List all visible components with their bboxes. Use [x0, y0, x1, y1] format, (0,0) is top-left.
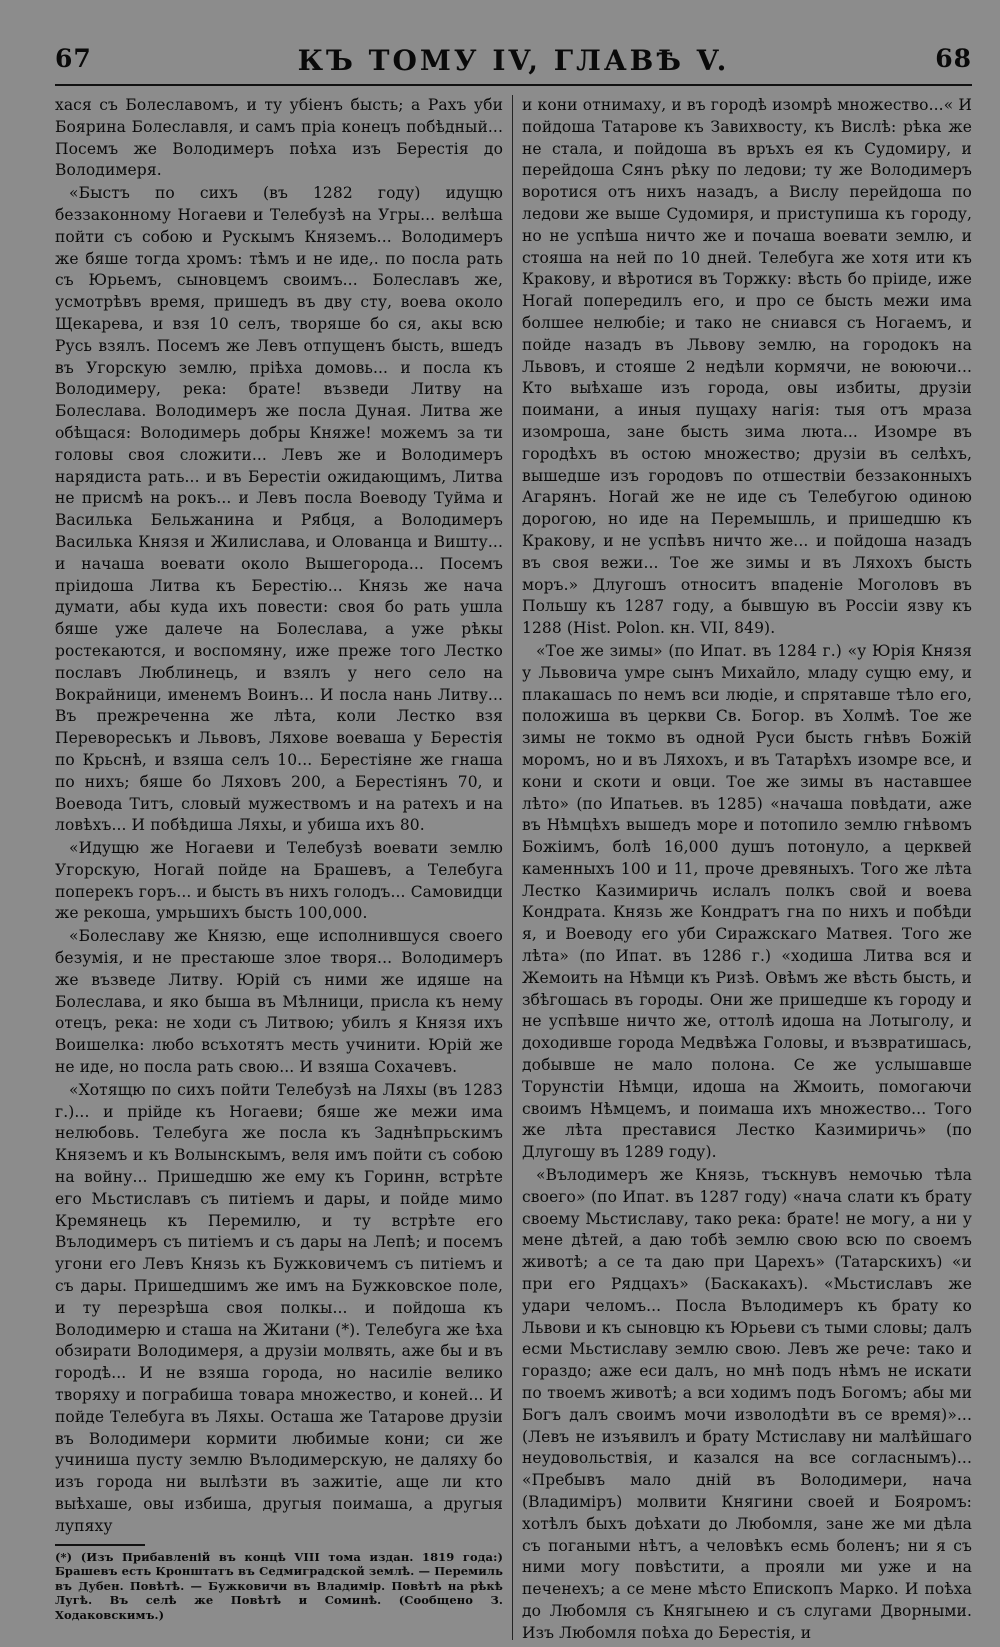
paragraph: и кони отнимаху, и въ городѣ изомрѣ множество...« И пойдоша Татарове къ Завихвосту, къ Вислѣ: рѣка же не стала, и пойдоша въ връхъ ея къ Судомиру, и перейдоша Сянъ рѣку по ледови; ту же Володимеръ воротися отъ нихъ назадъ, а Вислу перейдоша по ледови же выше Судомиря, и приступиша къ городу, но не успѣша ничто же и почаша воевати землю, и стояша на ней по 10 дней. Телебуга же хотя ити къ Кракову, и вѣротися въ Торжку: вѣсть бо пріиде, иже Ногай попередилъ его, и про се бысть межи има болшее нелюбіе; и тако не сниався съ Ногаемъ, и пойде назадъ въ Львову землю, на городокъ на Львовъ, и стояше 2 недѣли кормячи, не воюючи... Кто выѣхаше изъ города, овы избиты, друзіи поимани, а иныя пущаху нагія: тыя отъ мраза изомроша, зане бысть зима люта... Изомре въ городѣхъ въ остою множество; друзіи въ селѣхъ, вышедше изъ городовъ по отшествіи беззаконныхъ Агарянъ. Ногай же не иде съ Телебугою одиною дорогою, но иде на Перемышль, и пришедшю къ Кракову, и не успѣвъ ничто же... и пойдоша назадъ въ своя вежи... Тое же зимы и въ Ляхохъ бысть моръ.» Длугошъ относитъ впаденіе Моголовъ въ Польшу къ 1287 году, а бывшую въ Россіи язву къ 1288 (Hist. Polon. кн. VII, 849).: [522, 96, 972, 638]
page-header: [55, 44, 972, 86]
running-title: КЪ ТОМУ IV, ГЛАВѢ V.: [297, 44, 730, 77]
paragraph: «Идущю же Ногаеви и Телебузѣ воевати землю Угорскую, Ногай пойде на Брашевъ, а Телебуга поперекъ горъ... и бысть въ нихъ голодъ... Самовидци же рекоша, умрьшихъ бысть 100,000.: [55, 839, 503, 923]
footnote-rule: [55, 1544, 145, 1546]
paragraph: хася съ Болеславомъ, и ту убіенъ бысть; а Рахъ уби Боярина Болеславля, и самъ пріа конецъ побѣдный... Посемъ же Володимеръ поѣха изъ Берестія до Володимеря.: [55, 96, 503, 180]
paragraph: «Хотящю по сихъ пойти Телебузѣ на Ляхы (въ 1283 г.)... и прійде къ Ногаеви; бяше же межи има нелюбовь. Телебуга же посла къ Заднѣпрьскимъ Княземъ и къ Волынскымъ, веля имъ пойти съ собою на войну... Пришедшю же ему къ Горинн, встрѣте его Мьстиславъ съ питіемъ и дары, и пойде мимо Кремянець къ Перемилю, и ту встрѣте его Вълодимеръ съ питіемъ и съ дары на Лепѣ; и посемъ угони его Левъ Князь къ Бужковичемъ съ питіемъ и съ дары. Пришедшимъ же имъ на Бужковское поле, и ту перезрѣша своя полкы... и пойдоша къ Володимерю и сташа на Житани (*). Телебуга же ѣха обзирати Володимеря, а друзіи молвять, аже бы и въ городѣ... И не взяша города, но насиліе велико творяху и пограбиша товара множество, и коней... И пойде Телебуга въ Ляхы. Осташа же Татарове друзіи въ Володимери кормити любимые кони; си же учиниша пусту землю Вълодимерскую, не даляху бо изъ города ни вылѣзти въ зажитіе, аще ли кто выѣхаше, овы избиша, другыя поимаша, а другыя лупяху: [55, 1080, 503, 1535]
page-number-right: 68: [935, 44, 972, 73]
paragraph: «Тое же зимы» (по Ипат. въ 1284 г.) «у Юрія Князя у Львовича умре сынъ Михайло, младу сущю ему, и плакашась по немъ вси людіе, и спрятавше тѣло его, положиша въ церкви Св. Богор. въ Холмѣ. Тое же зимы не токмо въ одной Руси бысть гнѣвъ Божій моромъ, но и въ Ляхохъ, и въ Татарѣхъ изомре все, и кони и скоти и овци. Тое же зимы въ наставшее лѣто» (по Ипатьев. въ 1285) «начаша повѣдати, аже въ Нѣмцѣхъ вышедъ море и потопило землю гнѣвомъ Божіимъ, болѣ 16,000 душъ потонуло, а церквей каменныхъ 100 и 11, проче древяныхъ. Того же лѣта Лестко Казимиричь ислалъ полкъ свой и воева Кондрата. Князь же Кондратъ гна по нихъ и побѣди я, и Воеводу его уби Сиражскаго Матвея. Того же лѣта» (по Ипат. въ 1286 г.) «ходиша Литва вся и Жемоить на Нѣмци къ Ризѣ. Овѣмъ же вѣсть бысть, и збѣгошась въ городы. Они же пришедше къ городу и не успѣвше ничто же, оттолѣ идоша на Лотыголу, и доходивше города Медвѣжа Головы, и възвратишась, добывше не мало полона. Се же услышавше Торунстіи Нѣмци, идоша на Жмоить, помогаючи своимъ Нѣмцемъ, и поимаша ихъ множество... Того же лѣта преставися Лестко Казимиричь» (по Длугошу въ 1289 году).: [522, 641, 972, 1162]
footnote: (*) (Изъ Прибавленій въ концѣ VIII тома издан. 1819 года:) Брашевъ есть Кронштатъ въ Седмиградской землѣ. — Перемиль въ Дубен. Повѣтѣ. — Бужковичи въ Владимір. Повѣтѣ на рѣкѣ Лугѣ. Въ селѣ же Повѣтѣ и Соминѣ. (Сообщено З. Ходаковскимъ.): [55, 1549, 503, 1622]
left-column: [55, 95, 503, 1640]
right-column: [522, 95, 972, 1640]
paragraph: «Вълодимеръ же Князь, тъскнувъ немочью тѣла своего» (по Ипат. въ 1287 году) «нача слати къ брату своему Мьстиславу, тако река: брате! не могу, а ни у мене дѣтей, а даю тобѣ землю свою всю по своемъ животѣ; а се та даю при Царехъ» (Татарскихъ) «и при его Рядцахъ» (Баскакахъ). «Мьстиславъ же удари челомъ... Посла Вълодимеръ къ брату ко Львови и къ сыновцю къ Юрьеви съ тыми словы; далъ есми Мьстиславу землю свою. Левъ же рече: тако и гораздо; аже еси далъ, но мнѣ подъ нѣмъ не искати по твоемъ животѣ; а вси ходимъ подъ Богомъ; абы ми Богъ далъ своимъ мочи изволодѣти въ се время)»... (Левъ не изъявилъ и брату Мстиславу ни малѣйшаго неудовольствія, и казался на все согласнымъ)... «Пребывъ мало дній въ Володимери, нача (Владиміръ) молвити Княгини своей и Бояромъ: хотѣлъ быхъ доѣхати до Любомля, зане же ми дѣла съ погаными нѣтъ, а человѣкъ есмь боленъ; ни я съ ними могу повѣстити, а прояли ми уже и на печенехъ; а се мене мѣсто Епископъ Марко. И поѣха до Любомля съ Княгынею и съ слугами Дворными. Изъ Любомля поѣха до Берестія, и: [522, 1166, 972, 1640]
paragraph: «Быстъ по сихъ (въ 1282 году) идущю беззаконному Ногаеви и Телебузѣ на Угры... велѣша пойти съ собою и Рускымъ Княземъ... Володимеръ же бяше тогда хромъ: тѣмъ и не иде,. по посла рать съ Юрьемъ, сыновцемъ своимъ... Болеславъ же, усмотрѣвъ время, пришедъ въ дву сту, воева около Щекарева, и взя 10 селъ, творяше бо ся, акы всю Русь взялъ. Посемъ же Левъ отпущенъ бысть, вшедъ въ Угорскую землю, пріѣха домовь... и посла къ Володимеру, река: брате! възведи Литву на Болеслава. Володимеръ же посла Дуная. Литва же обѣщася: Володимерь добры Княже! можемъ за ти головы своя сложити... Левъ же и Володимеръ нарядиста рать... и въ Берестіи ожидающимъ, Литва не присмѣ на рокъ... и Левъ посла Воеводу Туйма и Василька Бельжанина и Рябця, а Володимеръ Василька Князя и Жилислава, и Олованца и Вишту... и начаша воевати около Вышегорода... Посемъ пріидоша Литва къ Берестію... Князь же нача думати, абы куда ихъ повести: своя бо рать ушла бяше уже далече на Болеслава, а уже рѣкы ростекаются, и воспомяну, иже преже того Лестко пославъ Люблинець, и взялъ у него село на Вокрайници, именемъ Воинъ... И посла нань Литву... Въ прежреченна же лѣта, коли Лестко взя Перевореськъ и Львовъ, Ляхове воеваша у Берестія по Крьснѣ, и взяша селъ 10... Берестіяне же гнаша по нихъ; бяше бо Ляховъ 200, а Берестіянъ 70, и Воевода Титъ, словый мужествомъ и на ратехъ и на ловѣхъ... И побѣдиша Ляхы, и убиша ихъ 80.: [55, 184, 503, 835]
page-number-left: 67: [55, 44, 92, 73]
paragraph: «Болеславу же Князю, еще исполнившуся своего безумія, и не престаюше злое творя... Володимеръ же възведе Литву. Юрій съ ними же идяше на Болеслава, и яко быша въ Мѣлници, присла къ нему отецъ, река: не ходи съ Литвою; убилъ я Князя ихъ Воишелка: любо всъхотятъ месть учинити. Юрій же не иде, но посла рать свою... И взяша Сохачевъ.: [55, 927, 503, 1077]
column-divider: [512, 95, 513, 1640]
